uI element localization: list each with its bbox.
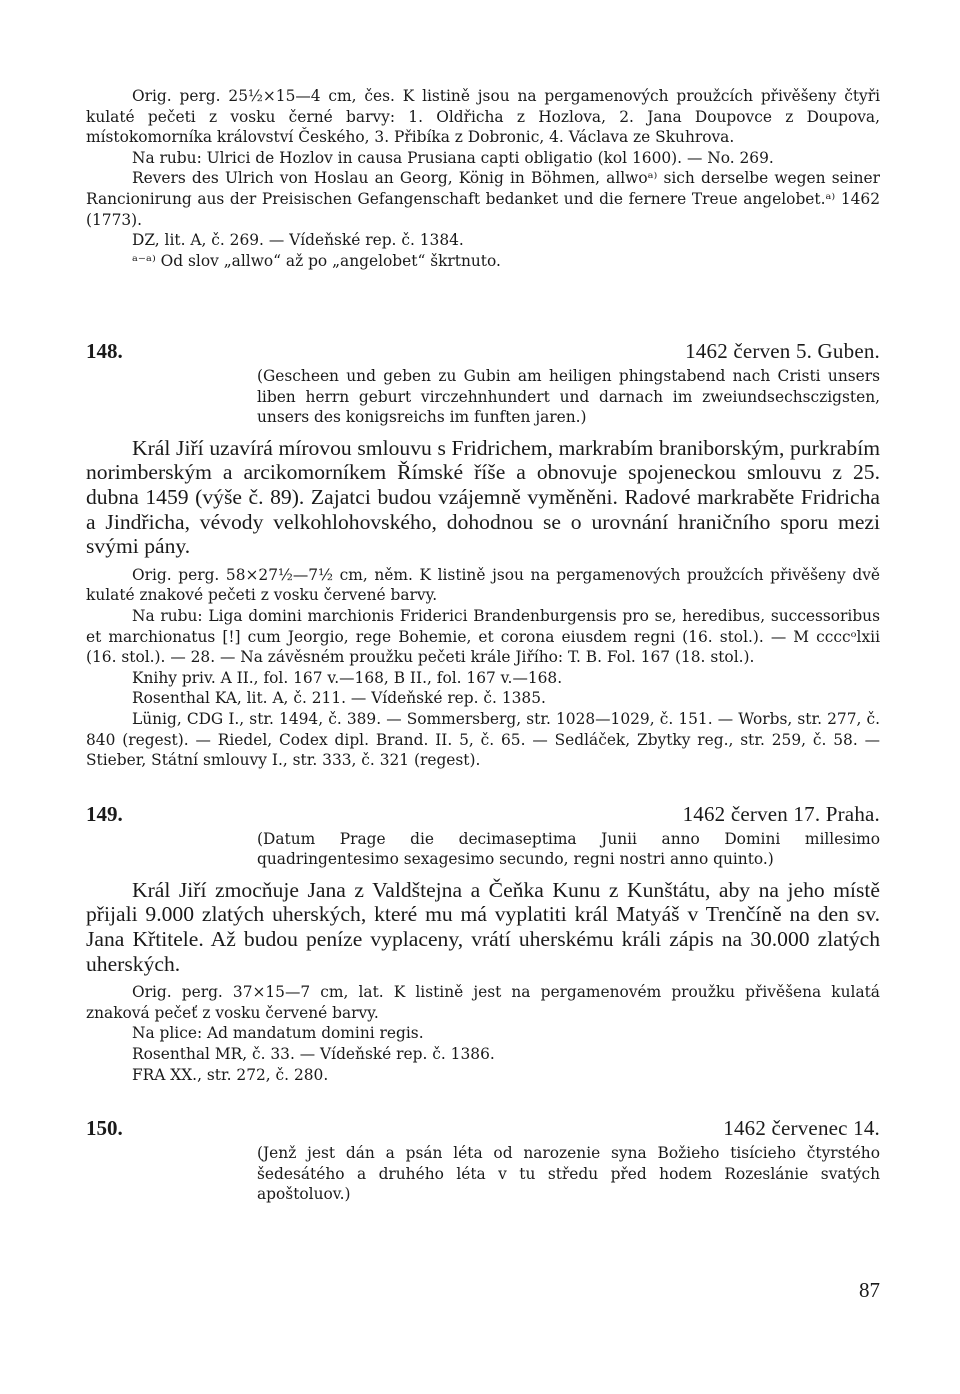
entry-date: 1462 červen 5. Guben. [685, 339, 880, 363]
entry-date: 1462 červenec 14. [723, 1116, 880, 1141]
intro-notes [86, 86, 880, 308]
page-number: 87 [859, 1278, 880, 1302]
entry-148 [86, 338, 880, 771]
entry-original-dating: (Datum Prage die decimaseptima Junii anno Domini millesimo quadringentesimo sexagesimo secundo, regni nostri anno quinto.) [257, 829, 880, 869]
entry-149 [86, 801, 880, 1086]
note-line: Na plice: Ad mandatum domini regis. [132, 1024, 424, 1043]
intro-dorsal-note: Na rubu: Ulrici de Hozlov in causa Prusiana capti obligatio (kol 1600). — No. 269. [132, 148, 774, 167]
intro-reference: DZ, lit. A, č. 269. — Vídeňské rep. č. 1384. [132, 231, 464, 250]
entry-date: 1462 červen 17. Praha. [682, 801, 880, 826]
note-line: Rosenthal KA, lit. A, č. 211. — Vídeňské rep. č. 1385. [132, 689, 546, 708]
document-page [86, 86, 880, 1205]
entry-original-dating: (Jenž jest dán a psán léta od narozenie syna Božieho tisícieho čtyrstého šedesátého a druhého léta v tu středu před hodem Rozeslánie svatých apoštoluov.) [257, 1144, 880, 1204]
note-line: Lünig, CDG I., str. 1494, č. 389. — Sommersberg, str. 1028—1029, č. 151. — Worbs, str. 277, č. 840 (regest). — Riedel, Codex dipl. Brand. II. 5, č. 65. — Sedláček, Zbytky reg., str. 259, č. 58. — Stieber, Státní smlouvy I., str. 333, č. 321 (regest). [86, 709, 880, 770]
entry-number: 148. [86, 339, 123, 363]
entry-notes [86, 982, 880, 1085]
intro-footnote: ᵃ⁻ᵃ⁾ Od slov „allwo“ až po „angelobet“ škrtnuto. [132, 251, 501, 270]
note-line: Rosenthal MR, č. 33. — Vídeňské rep. č. 1386. [132, 1045, 495, 1064]
intro-revers-note: Revers des Ulrich von Hoslau an Georg, König in Böhmen, allwoᵃ⁾ sich derselbe wegen seiner Rancionirung aus der Preisischen Gefangenschaft bedanket und die fernere Treue angelobet.ᵃ⁾ 1462 (1773). [86, 169, 880, 229]
note-line: Na rubu: Liga domini marchionis Friderici Brandenburgensis pro se, heredibus, successoribus et marchionatus [!] cum Jeorgio, rege Bohemie, et corona eiusdem regni (16. stol.). — M ccccᵒlxii (16. stol.). — 28. — Na závěsném proužku pečeti krále Jiřího: T. B. Fol. 167 (18. stol.). [86, 606, 880, 667]
note-line: Orig. perg. 58×27½—7½ cm, něm. K listině jsou na pergamenových proužcích přivěšeny dvě kulaté znakové pečeti z vosku červené barvy. [86, 565, 880, 605]
entry-150 [86, 1115, 880, 1205]
entry-original-dating: (Gescheen und geben zu Gubin am heiligen phingstabend nach Cristi unsers liben herrn geburt virczehnhundert und darnach im zweiundsechsczigsten, unsers des konigsreichs im funften jaren.) [257, 367, 880, 427]
entry-number: 150. [86, 1116, 123, 1141]
entry-regest: Král Jiří uzavírá mírovou smlouvu s Fridrichem, markrabím braniborským, purkrabím norimberským a arcikomorníkem Římské říše a obnovuje spojeneckou smlouvu z 25. dubna 1459 (výše č. 89). Zajatci budou vzájemně vyměněni. Radové markraběte Fridricha a Jindřicha, vévody velkohlohovského, dohodnou se o urovnání hraničního sporu mezi svými pány. [86, 435, 880, 559]
intro-description: Orig. perg. 25½×15—4 cm, čes. K listině jsou na pergamenových proužcích přivěšeny čtyři kulaté pečeti z vosku černé barvy: 1. Oldřicha z Hozlova, 2. Jana Doupovce z Doupova, místokomorníka království Českého, 3. Přibíka z Dobronic, 4. Václava ze Skuhrova. [86, 87, 880, 147]
entry-number: 149. [86, 801, 123, 826]
entry-heading [86, 801, 880, 827]
entry-heading [86, 338, 880, 364]
note-line: Knihy priv. A II., fol. 167 v.—168, B II., fol. 167 v.—168. [132, 668, 563, 687]
note-line: Orig. perg. 37×15—7 cm, lat. K listině jest na pergamenovém proužku přivěšena kulatá znaková pečeť z vosku červené barvy. [86, 983, 880, 1022]
entry-heading [86, 1115, 880, 1141]
entry-regest: Král Jiří zmocňuje Jana z Valdštejna a Čeňka Kunu z Kunštátu, aby na jeho místě přijali 9.000 zlatých uherských, které mu má vyplatiti král Matyáš v Trenčíně na den sv. Jana Křtitele. Až budou peníze vyplaceny, vrátí uherskému králi zápis na 30.000 zlatých uherských. [86, 877, 880, 976]
entry-notes [86, 565, 880, 771]
note-line: FRA XX., str. 272, č. 280. [132, 1065, 329, 1084]
